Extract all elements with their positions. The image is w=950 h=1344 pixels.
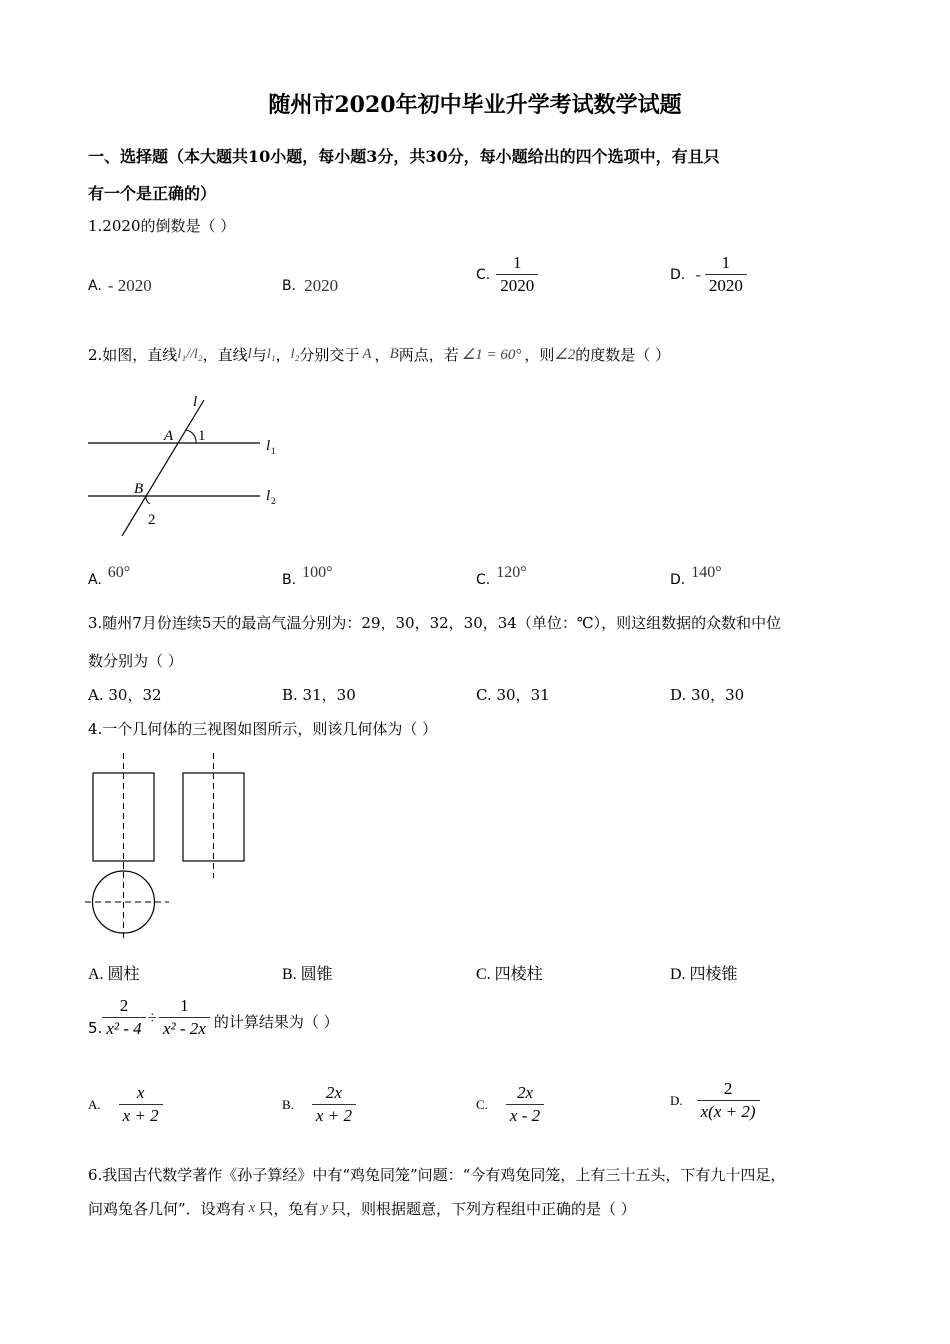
q5-option-c [476,1082,544,1127]
math-angle-2: ∠2 [554,347,576,363]
fig-label-2: 2 [148,512,156,528]
text: ， [275,346,291,364]
fig-label-b: B [134,481,144,497]
fig-label-l: l [193,394,198,410]
angle-1-arc [186,430,196,443]
math-angle-1: ∠1 = 60° [461,347,522,363]
numerator: 1 [705,252,747,275]
text: ，直线 [202,346,248,364]
q3-option-b: B. 31，30 [282,686,356,704]
denominator: x² - 2x [162,1019,206,1038]
text: 问鸡兔各几何”．设鸡有 [88,1200,246,1218]
text: ， [374,346,390,364]
q3-option-d: D. 30，30 [670,686,745,704]
q4-option-d: D. 四棱锥 [670,966,738,983]
math-point-b: B [389,346,399,362]
option-value: - 2020 [107,276,152,295]
q3-stem-line1: 3.随州7月份连续5天的最高气温分别为：29，30，32，30，34（单位：℃），则这组数据的众数和中位 [88,614,782,632]
q1-option-d [670,252,747,297]
denominator: x + 2 [122,1106,159,1125]
fraction [312,1082,356,1127]
option-label: B. [282,1096,294,1112]
q6-stem-line2 [88,1198,636,1219]
numerator: 2 [102,995,145,1018]
math-x: x [248,1200,256,1216]
angle-2-arc [146,496,150,504]
numerator: 1 [159,995,210,1018]
q4-option-b: B. 圆锥 [282,966,333,983]
q2-option-a [88,558,130,588]
q3-option-a: A. 30，32 [88,686,162,704]
math-l1-parallel-l2: l₁//l₂ [177,346,203,362]
q2-figure [88,390,288,540]
fig-label-l1-sub: 1 [271,446,276,456]
fig-label-l2-sub: 2 [271,496,276,506]
text: 分别交于 [299,346,360,364]
option-label: D. [670,266,686,283]
option-label: C. [476,1096,488,1112]
fraction [496,252,538,297]
q5-option-a [88,1082,163,1127]
denominator: x - 2 [509,1106,541,1125]
q6-stem-line1: 6.我国古代数学著作《孙子算经》中有“鸡兔同笼”问题：“今有鸡兔同笼，上有三十五头，下有九十四足， [88,1166,786,1184]
q5-stem-text: 的计算结果为（ ） [213,1013,339,1031]
divide-sign: ÷ [147,1007,157,1027]
text: 只，则根据题意，下列方程组中正确的是（ ） [331,1200,636,1218]
q5-option-d [670,1078,760,1123]
option-value: 100° [302,564,333,581]
option-label: B. [282,572,297,588]
q3-stem-line2: 数分别为（ ） [88,652,183,670]
q3-option-c: C. 30，31 [476,686,550,704]
fig-label-l1: l [266,438,271,454]
option-value: 2020 [304,276,339,295]
numerator: x [119,1082,163,1105]
minus-sign: - [695,264,701,284]
q2-stem [88,344,670,365]
denominator: 2020 [500,276,535,295]
q4-stem: 4.一个几何体的三视图如图所示，则该几何体为（ ） [88,720,438,738]
q2-option-d [670,558,722,588]
math-l2: l₂ [290,346,300,362]
fraction [697,1078,760,1123]
q4-option-a: A. 圆柱 [88,966,140,983]
fraction-2 [159,995,210,1040]
option-label: B. [282,278,297,294]
option-label: C. [476,572,491,588]
section-heading-line1: 一、选择题（本大题共10小题，每小题3分，共30分，每小题给出的四个选项中，有且只 [88,147,720,166]
page-title: 随州市2020年初中毕业升学考试数学试题 [268,92,682,118]
text: 的度数是（ ） [575,346,671,364]
q1-stem: 1.2020的倒数是（ ） [88,217,236,235]
q1-option-b [282,276,338,296]
option-label: A. [88,1096,101,1112]
numerator: 2 [697,1078,760,1101]
q5-stem [88,995,339,1040]
q5-option-b [282,1082,356,1127]
q2-option-c [476,558,527,588]
q1-option-c [476,252,538,297]
math-point-a: A [362,346,372,362]
text: ，则 [524,346,555,364]
denominator: x² - 4 [106,1019,142,1038]
denominator: x + 2 [315,1106,352,1125]
option-label: A. [88,572,102,588]
text: 2.如图，直线 [88,346,178,364]
fig-label-1: 1 [198,428,206,444]
option-label: C. [476,266,491,283]
q4-option-c: C. 四棱柱 [476,966,543,983]
fraction [506,1082,544,1127]
text: 与 [251,346,267,364]
text: 两点，若 [398,346,459,364]
denominator: 2020 [708,276,743,295]
fig-label-l2: l [266,488,271,504]
text: 只，兔有 [258,1200,319,1218]
fraction-1 [102,995,145,1040]
section-heading-line2: 有一个是正确的） [88,184,217,203]
q1-option-a [88,276,152,296]
fig-label-a: A [164,428,174,444]
q2-option-b [282,558,332,588]
option-label: A. [88,278,102,294]
numerator: 2x [312,1082,356,1105]
numerator: 2x [506,1082,544,1105]
option-value: 60° [107,564,131,581]
option-label: D. [670,572,686,588]
q5-number: 5. [88,1018,103,1037]
option-value: 120° [496,564,527,581]
math-l1: l₁ [266,346,276,362]
option-value: 140° [691,564,722,581]
math-l: l [247,346,252,362]
math-y: y [321,1200,329,1216]
q4-three-views-figure [85,750,255,945]
numerator: 1 [496,252,538,275]
line-l [122,400,204,536]
denominator: x(x + 2) [700,1102,756,1121]
fraction [705,252,747,297]
fraction [119,1082,163,1127]
option-label: D. [670,1092,683,1108]
